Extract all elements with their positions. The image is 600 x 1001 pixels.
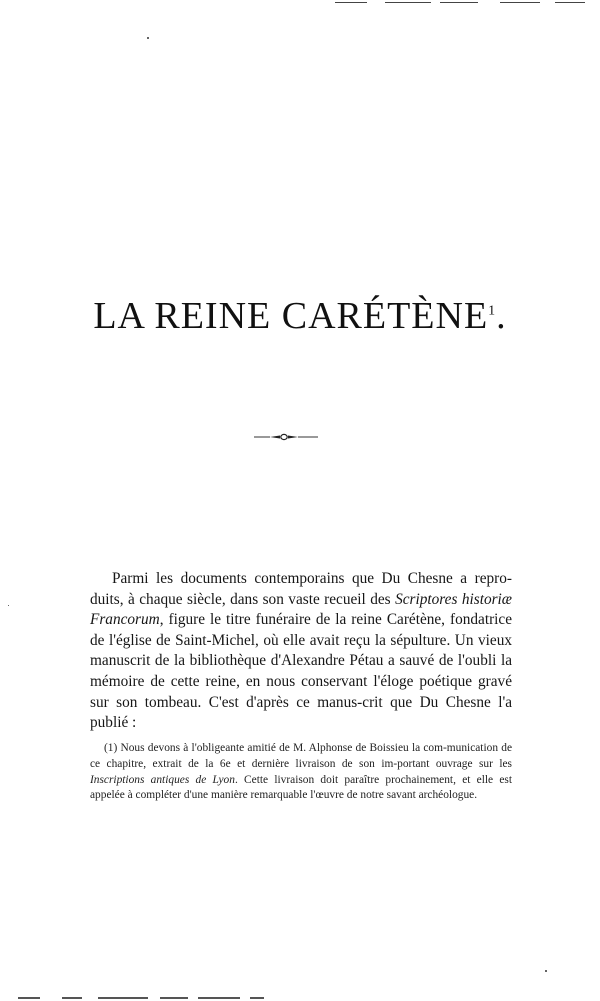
body-paragraph — [90, 569, 512, 734]
footnote-reference-mark: 1 — [488, 303, 497, 319]
scan-edge-rule — [18, 997, 40, 999]
scan-edge-rule — [335, 2, 367, 3]
footnote-text-part: (1) Nous devons à l'obligeante amitié de M. Alphonse de Boissieu la com-munication de ce chapitre, extrait de la 6e et dernière livraison de son im-portant ouvrage sur les — [90, 742, 512, 770]
scan-edge-rule — [385, 2, 431, 3]
footnote — [90, 741, 512, 804]
chapter-title — [0, 294, 600, 338]
scan-edge-rule — [250, 997, 264, 999]
footnote-text-part: . Cette livraison doit paraître prochainement, et elle est appelée à compléter d'une manière remarquable l'œuvre de notre savant archéologue. — [90, 773, 512, 802]
scan-edge-rule — [500, 2, 540, 3]
dash-dot-dash-ornament-icon — [252, 432, 320, 442]
footnote-work-title-italic: Inscriptions antiques de Lyon — [90, 773, 235, 786]
scan-edge-rule — [198, 997, 240, 999]
chapter-title-period: . — [496, 295, 507, 337]
body-paragraph-text — [90, 569, 512, 734]
body-text-part: , figure le titre funéraire de la reine Carétène, fondatrice de l'église de Saint-Michel, où elle avait reçu la sépulture. Un vieux manuscrit de la bibliothèque d'Alexandre Pétau a sauvé de l'oubli la mémoire de cette reine, en nous conservant l'éloge poétique gravé sur son tombeau. C'est d'après ce manus-crit que Du Chesne l'a publié : — [90, 611, 512, 732]
scan-edge-rule — [440, 2, 478, 3]
scan-speck — [545, 970, 547, 972]
chapter-title-text: LA REINE CARÉTÈNE — [93, 295, 489, 337]
footnote-text — [90, 741, 512, 804]
scan-edge-rule — [555, 2, 585, 3]
scan-speck — [8, 605, 9, 606]
scan-edge-rule — [98, 997, 148, 999]
scan-edge-rule — [62, 997, 82, 999]
scan-edge-rule — [160, 997, 188, 999]
scan-speck — [147, 37, 149, 39]
body-text-part: Parmi les documents contemporains que Du Chesne a repro-duits, à chaque siècle, dans son vaste recueil des — [90, 570, 512, 608]
work-title-italic: Scriptores historiæ Francorum — [90, 590, 512, 629]
